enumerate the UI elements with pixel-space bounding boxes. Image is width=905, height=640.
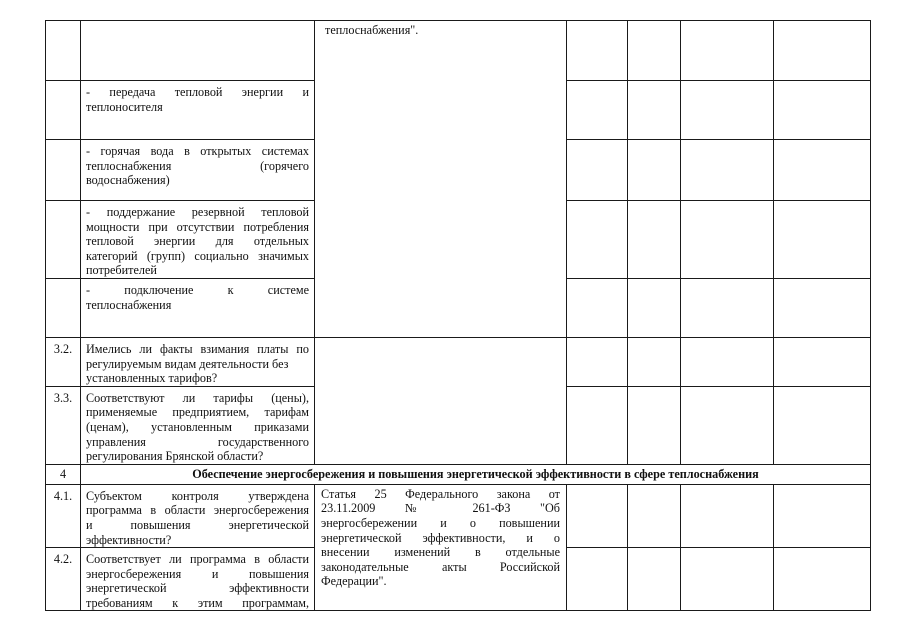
question-line: эффективности? [86, 532, 172, 547]
question-line: Имелись ли факты взимания платы по [86, 341, 309, 356]
row-number-cell [46, 140, 81, 201]
question-line: тепловой энергии для отдельных [86, 234, 309, 249]
question-line: и повышения энергетической [86, 517, 309, 532]
question-line: регулируемым видам деятельности без [86, 356, 289, 371]
answer-cell [567, 81, 628, 140]
question-cell [81, 140, 315, 201]
row-number-cell [46, 21, 81, 81]
answer-cell [681, 201, 774, 279]
answer-cell [628, 278, 681, 337]
question-line: Соответствует ли программа в области [86, 552, 309, 567]
question-line: теплоснабжения (горячего [86, 158, 309, 173]
answer-cell [628, 201, 681, 279]
row-number-cell: 3.2. [46, 337, 81, 386]
answer-cell [774, 337, 871, 386]
answer-cell [774, 140, 871, 201]
table-row [46, 337, 871, 386]
answer-cell [567, 140, 628, 201]
answer-cell [681, 548, 774, 611]
section-row [46, 464, 871, 484]
answer-cell [567, 278, 628, 337]
question-cell [81, 278, 315, 337]
question-line: (ценам), установленным приказами [86, 419, 309, 434]
answer-cell [628, 81, 681, 140]
legal-basis-text: теплоснабжения". [325, 23, 419, 37]
answer-cell [774, 21, 871, 81]
question-line: категорий (групп) социально значимых [86, 248, 309, 263]
legal-basis-line: законодательные акты Российской [321, 559, 560, 574]
answer-cell [567, 386, 628, 464]
question-line: энергосбережения и повышения [86, 566, 309, 581]
answer-cell [567, 337, 628, 386]
section-title: Обеспечение энергосбережения и повышения энергетической эффективности в сфере теплоснабжения [81, 464, 871, 484]
question-cell [81, 201, 315, 279]
answer-cell [681, 278, 774, 337]
legal-basis-line: энергетической эффективности, и о [321, 530, 560, 545]
question-line: теплоносителя [86, 99, 163, 114]
answer-cell [628, 21, 681, 81]
question-cell [81, 21, 315, 81]
question-line: управления государственного [86, 434, 309, 449]
answer-cell [681, 484, 774, 547]
answer-cell [774, 278, 871, 337]
answer-cell [628, 484, 681, 547]
row-number-cell: 4.1. [46, 484, 81, 547]
question-line: мощности при отсутствии потребления [86, 219, 309, 234]
answer-cell [774, 386, 871, 464]
question-line: - горячая вода в открытых системах [86, 144, 309, 158]
question-cell [81, 81, 315, 140]
row-number-cell [46, 81, 81, 140]
row-number-cell [46, 278, 81, 337]
row-number-cell: 4.2. [46, 548, 81, 611]
answer-cell [628, 548, 681, 611]
legal-basis-line: 23.11.2009 № 261-ФЗ "Об [321, 501, 560, 516]
answer-cell [628, 386, 681, 464]
question-line: применяемые предприятием, тарифам [86, 405, 309, 420]
legal-basis-line: энергосбережении и о повышении [321, 515, 560, 530]
question-cell [81, 484, 315, 547]
question-cell [81, 386, 315, 464]
legal-basis-line: внесении изменений в отдельные [321, 545, 560, 560]
legal-basis-line: Федерации". [321, 574, 387, 589]
answer-cell [567, 201, 628, 279]
answer-cell [567, 21, 628, 81]
answer-cell [628, 140, 681, 201]
legal-basis-cell [315, 337, 567, 464]
row-number-cell [46, 201, 81, 279]
legal-basis-cell [315, 21, 567, 338]
table-row [46, 484, 871, 547]
answer-cell [774, 201, 871, 279]
legal-basis-cell [315, 484, 567, 611]
question-cell [81, 548, 315, 611]
answer-cell [628, 337, 681, 386]
question-line: программа в области энергосбережения [86, 503, 309, 518]
question-line: энергетической эффективности [86, 581, 309, 596]
table-row [46, 21, 871, 81]
answer-cell [567, 484, 628, 547]
question-cell [81, 337, 315, 386]
answer-cell [681, 140, 774, 201]
answer-cell [681, 21, 774, 81]
question-line: установленных тарифов? [86, 371, 218, 386]
question-line: - поддержание резервной тепловой [86, 205, 309, 219]
question-line: регулирования Брянской области? [86, 449, 264, 464]
question-line: теплоснабжения [86, 297, 172, 312]
row-number-cell: 3.3. [46, 386, 81, 464]
section-number-cell: 4 [46, 464, 81, 484]
question-line: Соответствуют ли тарифы (цены), [86, 390, 309, 405]
answer-cell [774, 484, 871, 547]
question-line: - подключение к системе [86, 282, 309, 297]
legal-basis-line: Статья 25 Федерального закона от [321, 486, 560, 501]
question-line: Субъектом контроля утверждена [86, 488, 309, 503]
question-line: - передача тепловой энергии и [86, 85, 309, 99]
answer-cell [567, 548, 628, 611]
answer-cell [681, 81, 774, 140]
answer-cell [681, 337, 774, 386]
question-line: потребителей [86, 263, 157, 278]
question-line: водоснабжения) [86, 173, 170, 188]
checklist-table [45, 20, 871, 611]
answer-cell [774, 81, 871, 140]
answer-cell [774, 548, 871, 611]
answer-cell [681, 386, 774, 464]
question-line: требованиям к этим программам, [86, 595, 309, 610]
